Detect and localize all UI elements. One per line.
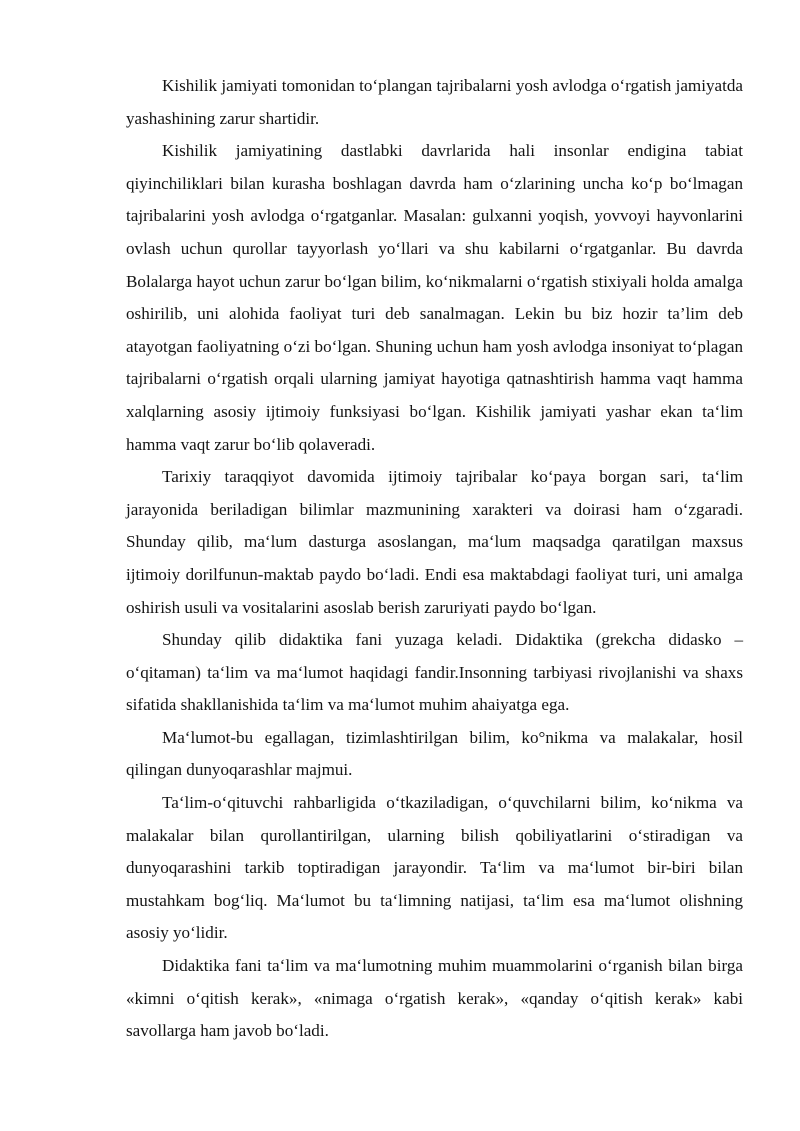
document-page [126,70,743,1048]
paragraph-5: Ma‘lumot-bu egallagan, tizimlashtirilgan bilim, ko°nikma va malakalar, hosil qilingan dunyoqarashlar majmui. [126,727,743,780]
paragraph-1: Kishilik jamiyati tomonidan to‘plangan tajribalarni yosh avlodga o‘rgatish jamiyatda yashashining zarur shartidir. [126,76,743,128]
paragraph-7: Didaktika fani ta‘lim va ma‘lumotning muhim muammolarini o‘rganish bilan birga «kimni o‘qitish kerak», «nimaga o‘rgatish kerak», «qanday o‘qitish kerak» kabi savollarga ham javob bo‘ladi. [126,956,743,1041]
paragraph-4: Shunday qilib didaktika fani yuzaga keladi. Didaktika (grekcha didasko – o‘qitaman) ta‘lim va ma‘lumot haqidagi fandir.Insonning tarbiyasi rivojlanishi va shaxs sifatida shakllanishida ta‘lim va ma‘lumot muhim ahaiyatga ega. [126,630,743,715]
paragraph-6: Ta‘lim-o‘qituvchi rahbarligida o‘tkaziladigan, o‘quvchilarni bilim, ko‘nikma va malakalar bilan qurollantirilgan, ularning bilish qobiliyatlarini o‘stiradigan va dunyoqarashini tarkib toptiradigan jarayondir. Ta‘lim va ma‘lumot bir-biri bilan mustahkam bog‘liq. Ma‘lumot bu ta‘limning natijasi, ta‘lim esa ma‘lumot olishning asosiy yo‘lidir. [126,793,743,943]
paragraph-3: Tarixiy taraqqiyot davomida ijtimoiy tajribalar ko‘paya borgan sari, ta‘lim jarayonida beriladigan bilimlar mazmunining xarakteri va doirasi ham o‘zgaradi. Shunday qilib, ma‘lum dasturga asoslangan, ma‘lum maqsadga qaratilgan maxsus ijtimoiy dorilfunun-maktab paydo bo‘ladi. Endi esa maktabdagi faoliyat turi, uni amalga oshirish usuli va vositalarini asoslab berish zaruriyati paydo bo‘lgan. [126,467,743,617]
paragraph-2: Kishilik jamiyatining dastlabki davrlarida hali insonlar endigina tabiat qiyinchiliklari bilan kurasha boshlagan davrda ham o‘zlarining uncha ko‘p bo‘lmagan tajribalarini yosh avlodga o‘rgatganlar. Masalan: gulxanni yoqish, yovvoyi hayvonlarini ovlash uchun qurollar tayyorlash yo‘llari va shu kabilarni o‘rgatganlar. Bu davrda Bolalarga hayot uchun zarur bo‘lgan bilim, ko‘nikmalarni o‘rgatish stixiyali holda amalga oshirilib, uni alohida faoliyat turi deb sanalmagan. Lekin bu biz hozir ta’lim deb atayotgan faoliyatning o‘zi bo‘lgan. Shuning uchun ham yosh avlodga insoniyat to‘plagan tajribalarni o‘rgatish orqali ularning jamiyat hayotiga qatnashtirish hamma vaqt hamma xalqlarning asosiy ijtimoiy funksiyasi bo‘lgan. Kishilik jamiyati yashar ekan ta‘lim hamma vaqt zarur bo‘lib qolaveradi. [126,141,743,454]
